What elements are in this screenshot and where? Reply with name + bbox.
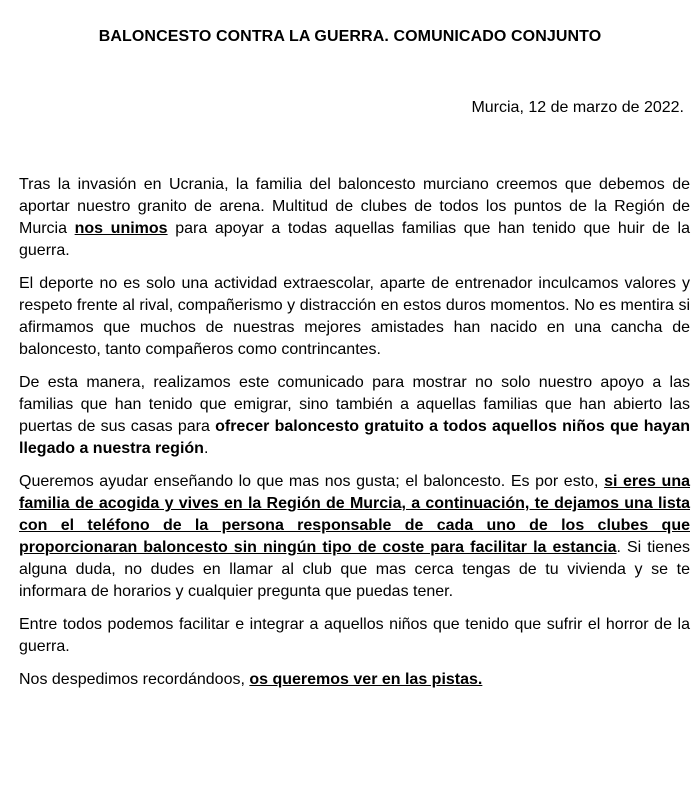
paragraph-3-text-end: . <box>203 440 209 457</box>
paragraph-4-emphasis: si eres una familia de acogida y vives en la Región de Murcia, a continuación, te dejamos una lista con el teléfono de la persona responsable de cada uno de los clubes que proporcionaran baloncesto sin ningún tipo de coste para facilitar la estancia <box>19 473 690 556</box>
document-date: Murcia, 12 de marzo de 2022. <box>471 99 684 116</box>
paragraph-1-emphasis: nos unimos <box>74 220 168 237</box>
paragraph-2: El deporte no es solo una actividad extraescolar, aparte de entrenador inculcamos valores y respeto frente al rival, compañerismo y distracción en estos duros momentos. No es mentira si afirmamos que muchos de nuestras mejores amistades han nacido en una cancha de baloncesto, tanto compañeros como contrincantes. <box>19 275 690 358</box>
paragraph-3-emphasis: ofrecer baloncesto gratuito a todos aquellos niños que hayan llegado a nuestra región <box>19 418 690 457</box>
document-body <box>19 174 690 702</box>
paragraph-6 <box>19 669 690 691</box>
paragraph-1-text: Tras la invasión en Ucrania, la familia del baloncesto murciano creemos que debemos de aportar nuestro granito de arena. Multitud de clubes de todos los puntos de la Región de Murcia <box>19 176 690 237</box>
paragraph-4-text: Queremos ayudar enseñando lo que mas nos gusta; el baloncesto. Es por esto, <box>19 473 605 490</box>
paragraph-3-text: De esta manera, realizamos este comunicado para mostrar no solo nuestro apoyo a las familias que han tenido que emigrar, sino también a aquellas familias que han abierto las puertas de sus casas para <box>19 374 690 435</box>
paragraph-4-text-end: . Si tienes alguna duda, no dudes en llamar al club que mas cerca tengas de tu vivienda y se te informara de horarios y cualquier pregunta que puedas tener. <box>19 539 690 600</box>
paragraph-1-text-end: para apoyar a todas aquellas familias que han tenido que huir de la guerra. <box>19 220 691 259</box>
paragraph-6-emphasis: os queremos ver en las pistas. <box>249 671 483 688</box>
paragraph-6-text: Nos despedimos recordándoos, <box>19 671 250 688</box>
paragraph-5: Entre todos podemos facilitar e integrar a aquellos niños que tenido que sufrir el horror de la guerra. <box>19 616 690 655</box>
paragraph-3 <box>19 372 690 460</box>
paragraph-1 <box>19 174 690 262</box>
document-title: BALONCESTO CONTRA LA GUERRA. COMUNICADO CONJUNTO <box>98 28 602 45</box>
paragraph-4 <box>19 471 690 603</box>
